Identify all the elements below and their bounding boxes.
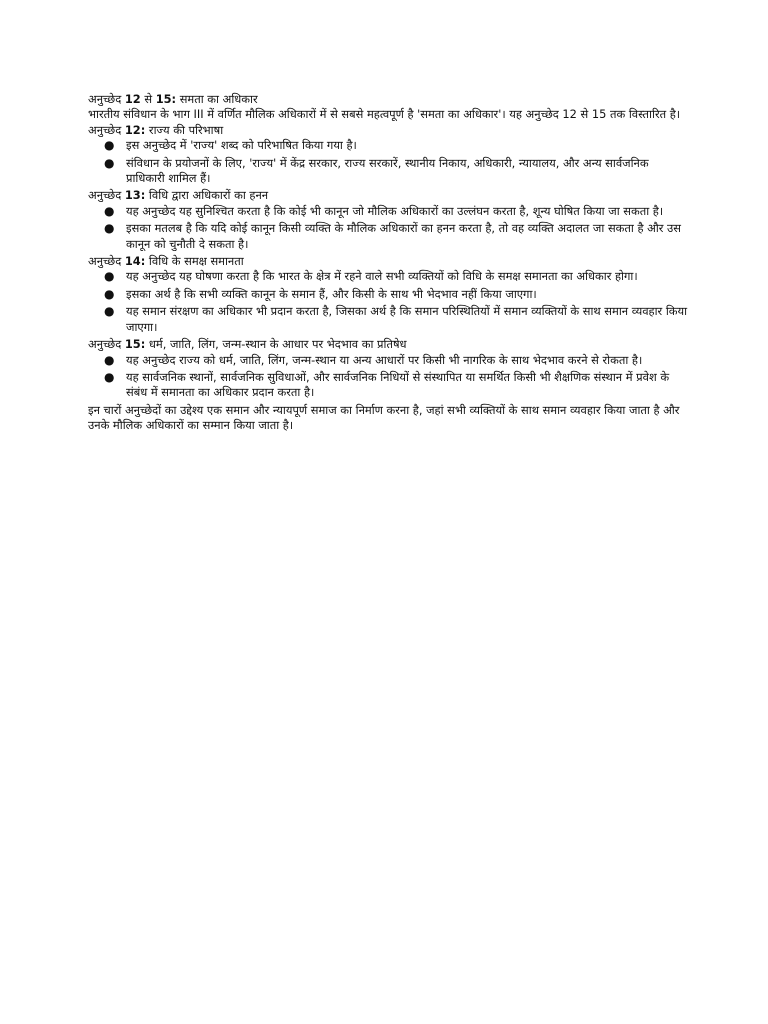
- bullet-icon: ●: [104, 155, 115, 170]
- list-item: [88, 156, 688, 187]
- bullet-icon: ●: [104, 269, 115, 284]
- bullet-icon: ●: [104, 138, 115, 153]
- bullet-icon: ●: [104, 286, 115, 301]
- intro-paragraph: भारतीय संविधान के भाग III में वर्णित मौलिक अधिकारों में से सबसे महत्वपूर्ण है 'समता का अधिकार'। यह अनुच्छेद 12 से 15 तक विस्तारित है।: [88, 107, 681, 122]
- bullet-icon: ●: [104, 203, 115, 218]
- section-title: राज्य की परिभाषा: [145, 122, 224, 137]
- list-item: [88, 138, 688, 153]
- section-prefix: अनुच्छेद: [88, 122, 125, 137]
- list-item-text: यह समान संरक्षण का अधिकार भी प्रदान करता है, जिसका अर्थ है कि समान परिस्थितियों में समान व्यक्तियों के साथ समान व्यवहार किया जाएगा।: [126, 304, 688, 334]
- bullet-icon: ●: [104, 221, 115, 236]
- section-prefix: अनुच्छेद: [88, 254, 125, 269]
- document-body: [88, 92, 688, 434]
- title-text: समता का अधिकार: [176, 92, 258, 106]
- bullet-list-article-12: [88, 138, 688, 186]
- bullet-list-article-14: [88, 269, 688, 335]
- list-item: [88, 353, 688, 368]
- section-heading-article-13: [88, 188, 688, 203]
- list-item-text: यह अनुच्छेद राज्य को धर्म, जाति, लिंग, जन्म-स्थान या अन्य आधारों पर किसी भी नागरिक के साथ भेदभाव करने से रोकता है।: [126, 352, 643, 367]
- list-item-text: यह अनुच्छेद यह सुनिश्चित करता है कि कोई भी कानून जो मौलिक अधिकारों का उल्लंघन करता है, शून्य घोषित किया जा सकता है।: [126, 203, 664, 218]
- title-number-end: 15:: [155, 92, 177, 106]
- list-item-text: इस अनुच्छेद में 'राज्य' शब्द को परिभाषित किया गया है।: [126, 138, 357, 153]
- title-prefix: अनुच्छेद: [88, 92, 125, 106]
- section-number: 12:: [124, 122, 146, 137]
- section-prefix: अनुच्छेद: [88, 337, 125, 352]
- section-number: 13:: [124, 188, 146, 203]
- list-item-text: इसका अर्थ है कि सभी व्यक्ति कानून के समान हैं, और किसी के साथ भी भेदभाव नहीं किया जाएगा।: [126, 286, 537, 301]
- section-heading-article-14: [88, 254, 688, 269]
- list-item-text: संविधान के प्रयोजनों के लिए, 'राज्य' में केंद्र सरकार, राज्य सरकारें, स्थानीय निकाय, अधिकारी, न्यायालय, और अन्य सार्वजनिक प्राधिकारी शामिल हैं।: [126, 155, 649, 186]
- bullet-list-article-13: [88, 204, 688, 252]
- section-number: 15:: [124, 337, 146, 352]
- section-title: धर्म, जाति, लिंग, जन्म-स्थान के आधार पर भेदभाव का प्रतिषेध: [145, 337, 407, 352]
- bullet-list-article-15: [88, 353, 688, 401]
- section-prefix: अनुच्छेद: [88, 188, 125, 203]
- bullet-icon: ●: [104, 304, 115, 319]
- list-item: [88, 269, 688, 284]
- list-item: [88, 370, 688, 401]
- section-title: विधि द्वारा अधिकारों का हनन: [145, 188, 269, 203]
- bullet-icon: ●: [104, 369, 115, 384]
- list-item-text: इसका मतलब है कि यदि कोई कानून किसी व्यक्ति के मौलिक अधिकारों का हनन करता है, तो वह व्यक्ति अदालत जा सकता है और उस कानून को चुनौती दे सकता है।: [126, 221, 681, 251]
- list-item: [88, 287, 688, 302]
- bullet-icon: ●: [104, 352, 115, 367]
- list-item-text: यह सार्वजनिक स्थानों, सार्वजनिक सुविधाओं, और सार्वजनिक निधियों से संस्थापित या समर्थित किसी भी शैक्षणिक संस्थान में प्रवेश के संबंध में समानता का अधिकार प्रदान करता है।: [126, 369, 670, 400]
- document-title: [88, 92, 688, 107]
- title-connector: से: [140, 92, 156, 106]
- section-heading-article-12: [88, 123, 688, 138]
- list-item: [88, 221, 688, 252]
- list-item: [88, 304, 688, 335]
- list-item: [88, 204, 688, 219]
- section-number: 14:: [124, 254, 146, 269]
- conclusion-paragraph: इन चारों अनुच्छेदों का उद्देश्य एक समान और न्यायपूर्ण समाज का निर्माण करना है, जहां सभी व्यक्तियों के साथ समान व्यवहार किया जाता है और उनके मौलिक अधिकारों का सम्मान किया जाता है।: [88, 402, 680, 433]
- section-heading-article-15: [88, 337, 688, 352]
- list-item-text: यह अनुच्छेद यह घोषणा करता है कि भारत के क्षेत्र में रहने वाले सभी व्यक्तियों को विधि के समक्ष समानता का अधिकार होगा।: [126, 269, 638, 284]
- title-number-start: 12: [124, 92, 141, 106]
- section-title: विधि के समक्ष समानता: [145, 254, 244, 269]
